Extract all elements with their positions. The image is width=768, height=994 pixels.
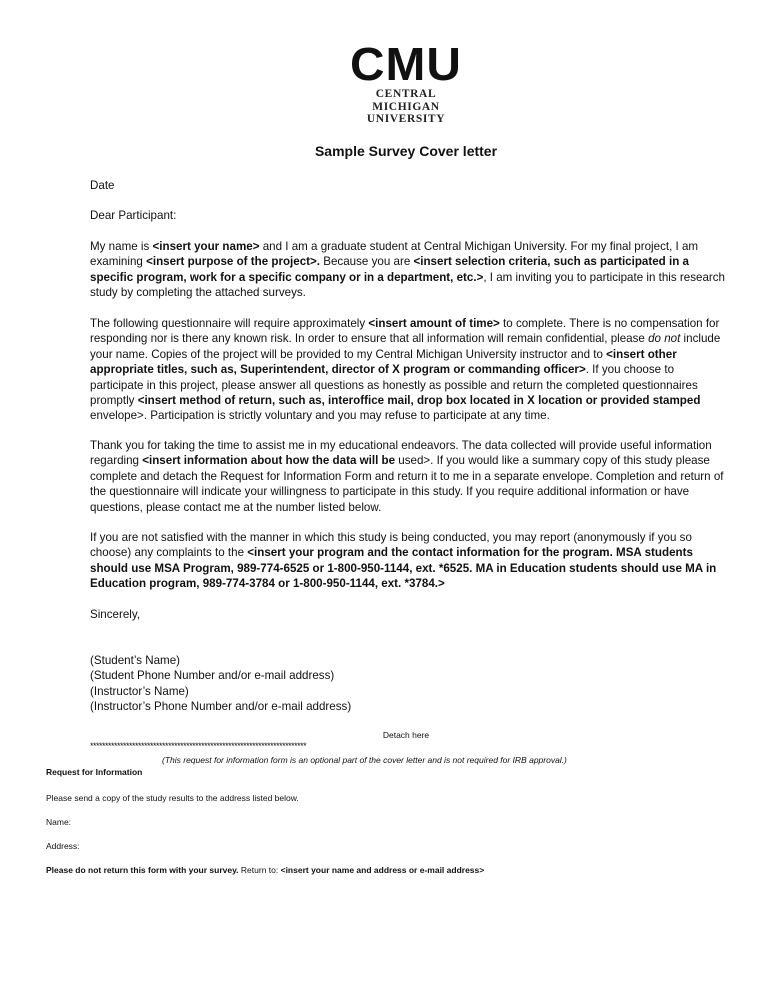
para2-run-6: . If you choose to participate in this project, please answer all questions as honestly as possible and return the completed questionnaires promptly [90, 363, 698, 408]
para2-run-7: <insert method of return, such as, interoffice mail, drop box located in X location or provided stamped [137, 394, 701, 408]
signature-student-contact: (Student Phone Number and/or e-mail address) [90, 669, 335, 683]
para2-run-8: envelope>. Participation is strictly voluntary and you may refuse to participate at any time. [90, 409, 550, 423]
para4-run-1: <insert your program and the contact information for the program. MSA students should use MSA Program, 989-774-6525 or 1-800-950-1144, ext. *6525. MA in Education students should use MA in Education program, 989-774-3784 or 1-800-950-1144, ext. *3784.> [90, 546, 717, 591]
para4-run-0: If you are not satisfied with the manner in which this study is being conducted, you may report (anonymously if you so choose) any complaints to the [90, 531, 692, 560]
detach-label: Detach here [382, 730, 430, 740]
signature-student-name: (Student’s Name) [90, 654, 180, 667]
para1-run-0: My name is [90, 240, 153, 253]
page-title: Sample Survey Cover letter [314, 143, 498, 159]
para3-run-2: used>. If you would like a summary copy of this study please complete and detach the Request for Information Form and return it to me in a separate envelope. Completion and return of the questionnaire will indicate your willingness to participate in this study. If you require additional information or have questions, please contact me at the number listed below. [90, 454, 724, 514]
logo-abbreviation: CMU [349, 38, 463, 90]
form-return-to-label: Return to: [238, 865, 281, 875]
para1-run-4: Because you are [320, 255, 414, 269]
logo-line-2: UNIVERSITY [366, 113, 446, 125]
para1-run-5: <insert selection criteria, such as participated in a specific program, work for a specific company or in a department, etc.> [90, 255, 689, 284]
paragraph-4-text [90, 530, 730, 592]
paragraph-3 [90, 438, 730, 515]
form-name-label: Name: [46, 817, 72, 827]
form-heading: Request for Information [46, 767, 143, 777]
para3-run-1: <insert information about how the data will be [142, 454, 396, 468]
para2-run-2: to complete. There is no compensation for responding nor is there any known risk. In order to ensure that all information will remain confidential, please [90, 317, 720, 346]
paragraph-2 [90, 316, 730, 424]
paragraph-1-text [90, 239, 730, 301]
form-return-line [46, 865, 484, 875]
paragraph-4 [90, 530, 730, 592]
signature-instructor-name: (Instructor’s Name) [90, 684, 189, 698]
form-warning: Please do not return this form with your survey. [46, 865, 239, 875]
form-address-label: Address: [46, 841, 80, 851]
para1-run-3: <insert purpose of the project>. [146, 255, 321, 269]
para1-run-1: <insert your name> [152, 240, 260, 253]
form-instruction: Please send a copy of the study results to the address listed below. [46, 793, 299, 803]
salutation: Dear Participant: [90, 209, 177, 222]
paragraph-3-text [90, 438, 730, 515]
para2-run-0: The following questionnaire will require approximately [90, 317, 369, 330]
cmu-logo [346, 40, 466, 126]
para2-run-4: include your name. Copies of the project will be provided to my Central Michigan University instructor and to [90, 332, 721, 361]
signature-block [90, 653, 730, 715]
para1-run-6: , I am inviting you to participate in this research study by completing the attached surveys. [90, 270, 725, 300]
para2-run-3: do not [648, 332, 681, 346]
para3-run-0: Thank you for taking the time to assist me in my educational endeavors. The data collected will provide useful information regarding [90, 439, 712, 468]
closing: Sincerely, [90, 608, 141, 621]
detach-star-line: ************************************************************************ [90, 741, 307, 751]
optional-note: (This request for information form is an optional part of the cover letter and is not required for IRB approval.) [162, 755, 567, 765]
form-return-to-value: <insert your name and address or e-mail address> [280, 865, 485, 875]
para2-run-5: <insert other appropriate titles, such as, Superintendent, director of X program or commanding officer> [90, 347, 677, 377]
paragraph-2-text [90, 316, 730, 424]
logo-line-1: CENTRAL MICHIGAN [372, 88, 440, 113]
date-label: Date [90, 179, 115, 192]
signature-instructor-contact: (Instructor’s Phone Number and/or e-mail address) [90, 700, 352, 714]
paragraph-1 [90, 239, 730, 301]
para1-run-2: and I am a graduate student at Central Michigan University. For my final project, I am examining [90, 240, 699, 269]
para2-run-1: <insert amount of time> [368, 317, 500, 330]
